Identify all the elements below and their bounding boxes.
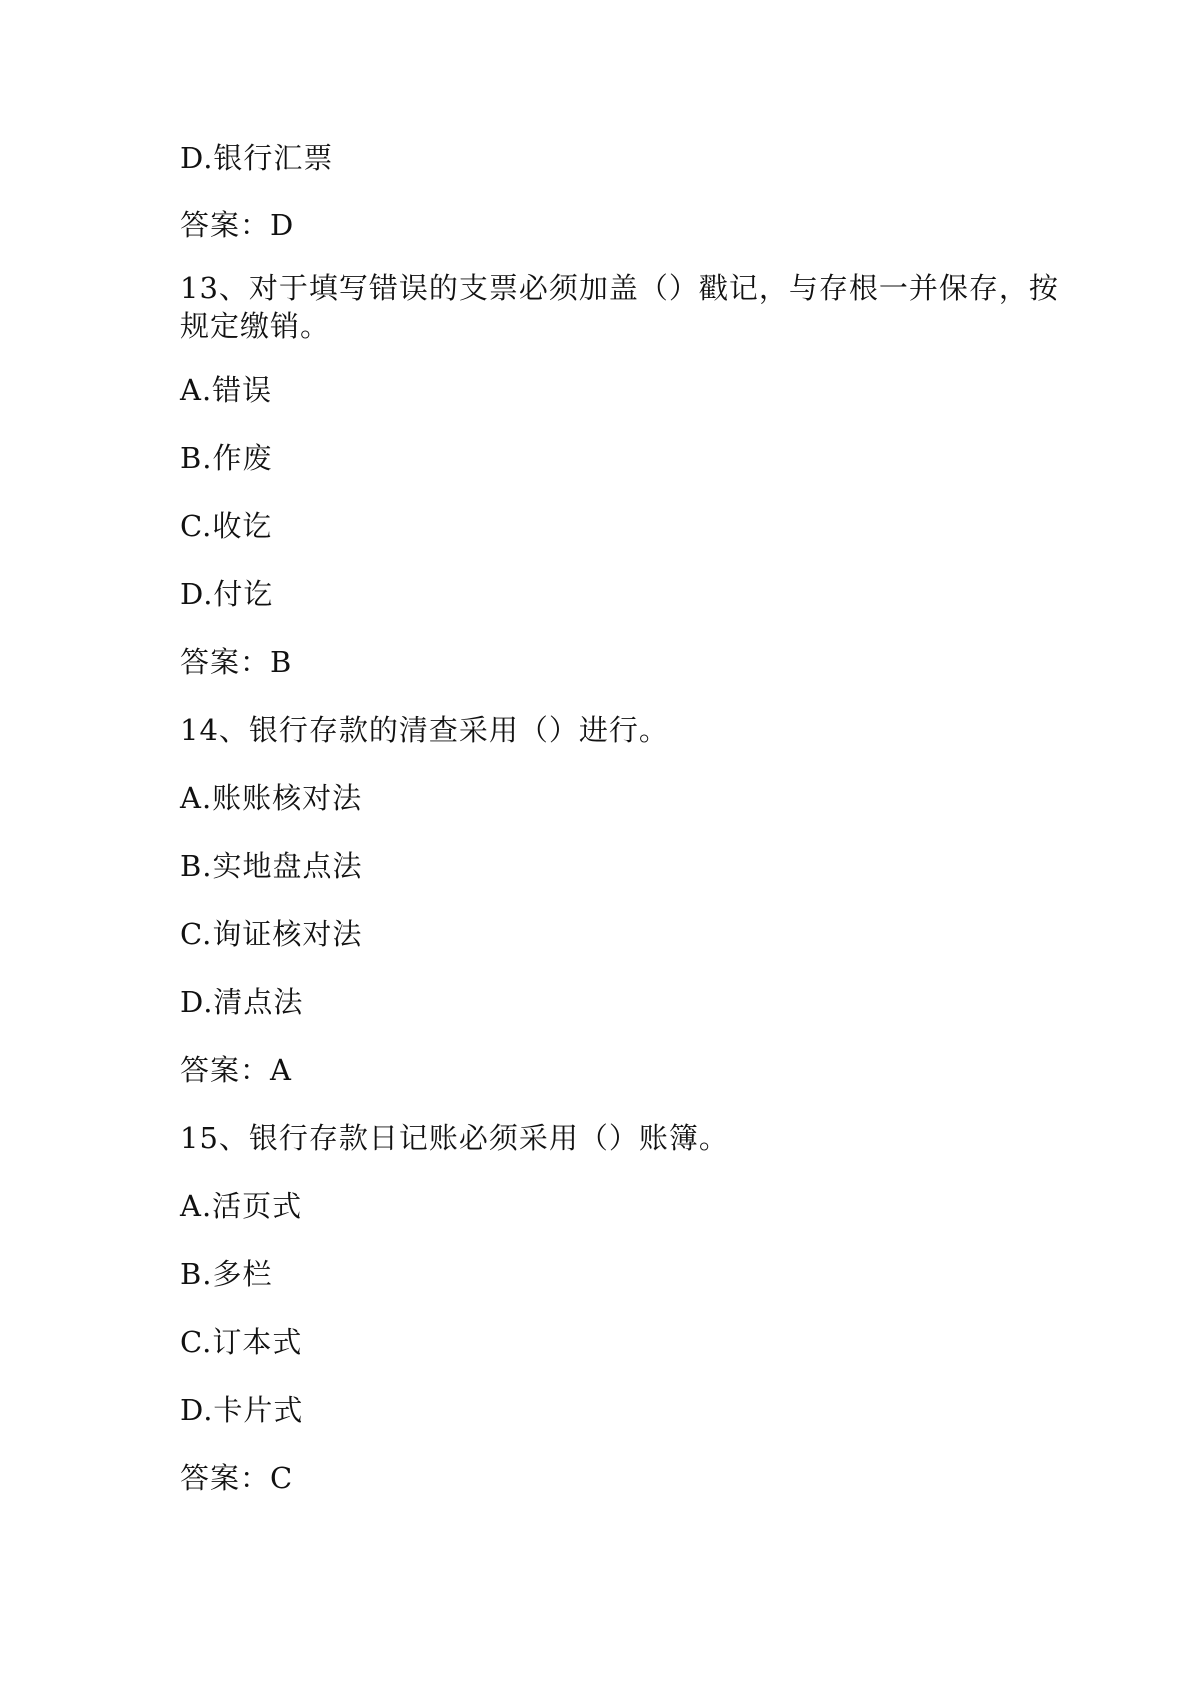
q13-option-b: B.作废 (180, 441, 273, 475)
q13-answer: 答案：B (180, 645, 293, 679)
q14-question: 14、银行存款的清查采用（）进行。 (180, 713, 669, 747)
q15-question: 15、银行存款日记账必须采用（）账簿。 (180, 1121, 729, 1155)
q14-option-c: C.询证核对法 (180, 917, 363, 951)
q14-answer: 答案：A (180, 1053, 292, 1087)
q12-answer: 答案：D (180, 208, 295, 242)
q15-option-a: A.活页式 (180, 1189, 303, 1223)
q15-option-c: C.订本式 (180, 1325, 303, 1359)
q15-answer: 答案：C (180, 1461, 294, 1495)
q14-option-b: B.实地盘点法 (180, 849, 363, 883)
q13-option-a: A.错误 (180, 373, 273, 407)
q13-option-c: C.收讫 (180, 509, 273, 543)
q14-option-a: A.账账核对法 (180, 781, 363, 815)
q15-option-b: B.多栏 (180, 1257, 273, 1291)
q13-question: 13、对于填写错误的支票必须加盖（）戳记，与存根一并保存，按规定缴销。 (180, 271, 1059, 343)
q14-option-d: D.清点法 (180, 985, 304, 1019)
q15-option-d: D.卡片式 (180, 1393, 304, 1427)
q13-option-d: D.付讫 (180, 577, 274, 611)
q12-option-d: D.银行汇票 (180, 141, 334, 175)
